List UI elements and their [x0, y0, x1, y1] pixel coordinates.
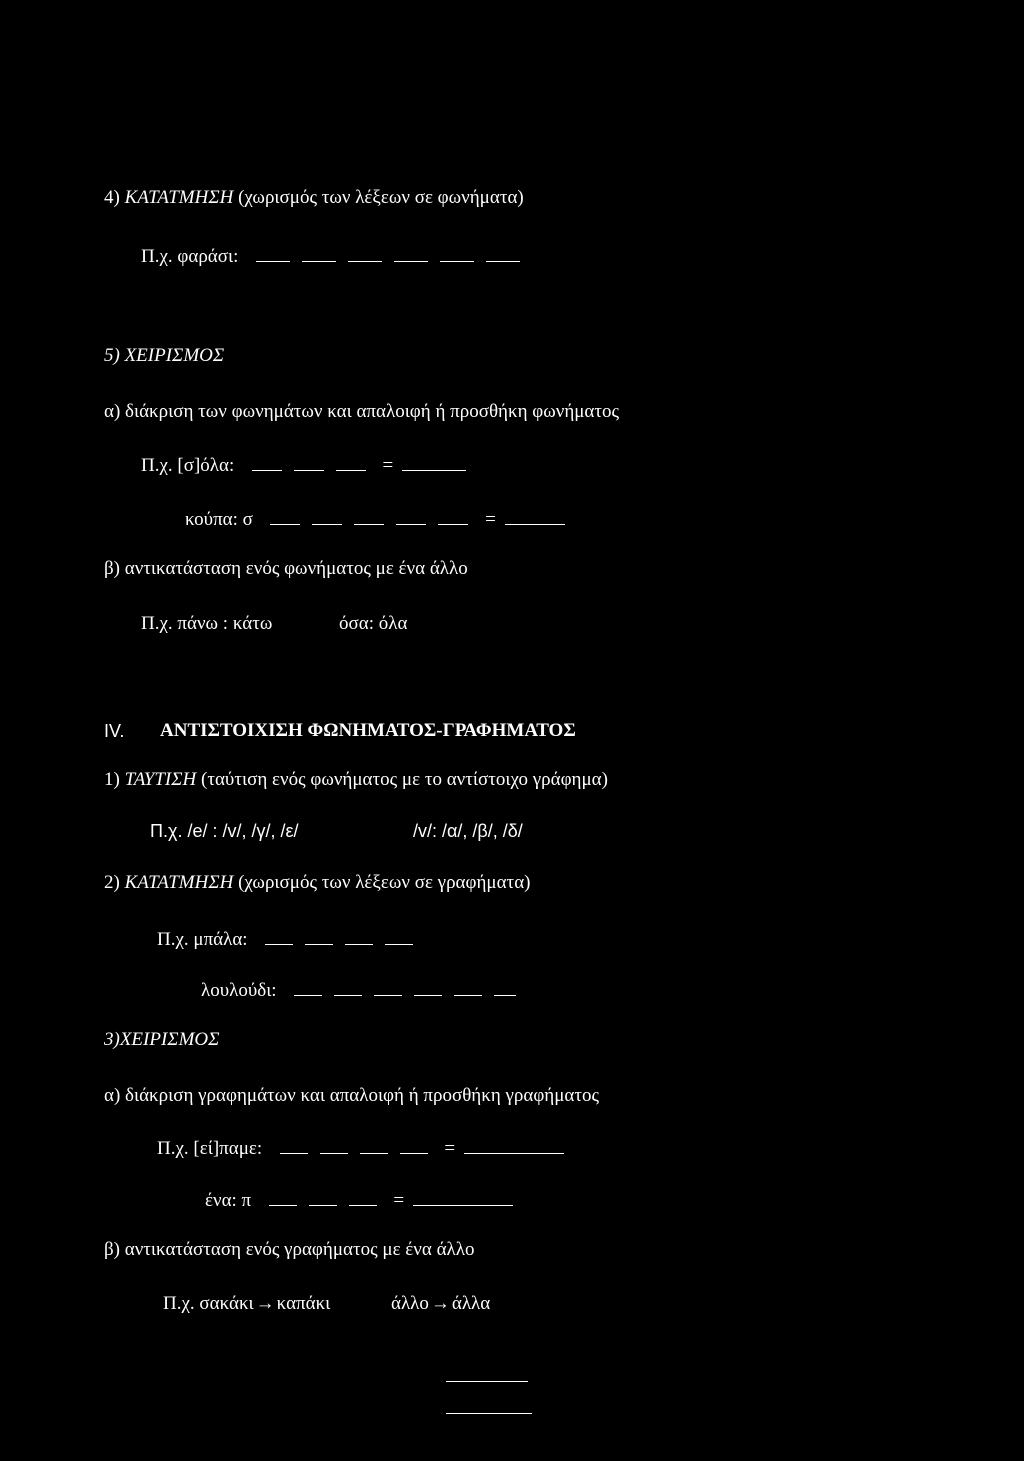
footer-rule: [446, 1381, 528, 1382]
sec4-example-label: Π.χ. φαράσι:: [141, 246, 239, 267]
equals-sign: =: [382, 455, 394, 476]
s3-a-example-2-label: ένα: π: [205, 1190, 252, 1211]
sec5-a-example-2: [185, 509, 577, 531]
blank-line: [294, 456, 324, 471]
blank-line: [256, 247, 290, 262]
sec5-b-example-1: Π.χ. πάνω : κάτω: [141, 613, 273, 634]
blank-line: [486, 247, 520, 262]
s2-description: (χωρισμός των λέξεων σε γραφήματα): [238, 872, 531, 893]
blank-line: [349, 1191, 377, 1206]
blank-line: [354, 510, 384, 525]
s3-a-example-1: [157, 1138, 576, 1160]
sec-iv-title: ΑΝΤΙΣΤΟΙΧΙΣΗ ΦΩΝΗΜΑΤΟΣ-ΓΡΑΦΗΜΑΤΟΣ: [160, 720, 576, 741]
s3-b-example-2-left: άλλο: [391, 1293, 429, 1314]
s3-a-text: α) διάκριση γραφημάτων και απαλοιφή ή προσθήκη γραφήματος: [104, 1085, 600, 1106]
s3-b-example-1-left: Π.χ. σακάκι: [163, 1293, 254, 1314]
sec4-example: [141, 246, 532, 268]
s2-number: 2): [104, 872, 120, 893]
blank-line: [440, 247, 474, 262]
blank-line: [385, 930, 413, 945]
blank-line: [400, 1139, 428, 1154]
s1-example-2: /v/: /α/, /β/, /δ/: [413, 821, 523, 841]
s3-heading: 3)ΧΕΙΡΙΣΜΟΣ: [104, 1029, 220, 1050]
sec4-description: (χωρισμός των λέξεων σε φωνήματα): [238, 187, 524, 208]
answer-blank: [464, 1139, 564, 1154]
blank-line: [320, 1139, 348, 1154]
sec4-heading: [104, 187, 524, 209]
s1-description: (ταύτιση ενός φωνήματος με το αντίστοιχο γράφημα): [201, 769, 608, 790]
equals-sign: =: [485, 509, 496, 530]
blank-line: [309, 1191, 337, 1206]
sec-iv-number: IV.: [104, 721, 125, 741]
blank-line: [454, 981, 482, 996]
s2-example-1: [157, 929, 425, 951]
sec4-title: ΚΑΤΑΤΜΗΣΗ: [124, 187, 234, 208]
blank-line: [302, 247, 336, 262]
s3-b-example-1: [163, 1293, 330, 1315]
blank-line: [252, 456, 282, 471]
answer-blank: [505, 510, 565, 525]
blank-line: [269, 1191, 297, 1206]
sec5-heading: 5) ΧΕΙΡΙΣΜΟΣ: [104, 345, 225, 366]
s1-number: 1): [104, 769, 120, 790]
equals-sign: =: [444, 1138, 456, 1159]
blank-line: [294, 981, 322, 996]
s2-example-2-label: λουλούδι:: [201, 980, 277, 1001]
blank-line: [494, 981, 516, 996]
answer-blank: [402, 456, 466, 471]
s3-a-example-2: [205, 1190, 525, 1212]
sec5-b-example-2: όσα: όλα: [339, 613, 408, 634]
s3-a-example-1-label: Π.χ. [εί]παμε:: [157, 1138, 263, 1159]
s2-example-2: [201, 980, 528, 1002]
blank-line: [305, 930, 333, 945]
sec5-a-text: α) διάκριση των φωνημάτων και απαλοιφή ή προσθήκη φωνήματος: [104, 401, 620, 422]
equals-sign: =: [393, 1190, 405, 1211]
s2-heading: [104, 872, 530, 894]
sec5-a-example-2-label: κούπα: σ: [185, 509, 253, 530]
blank-line: [438, 510, 468, 525]
s2-title: ΚΑΤΑΤΜΗΣΗ: [124, 872, 234, 893]
blank-line: [360, 1139, 388, 1154]
answer-blank: [413, 1191, 513, 1206]
blank-line: [270, 510, 300, 525]
blank-line: [348, 247, 382, 262]
sec5-a-example-1-label: Π.χ. [σ]όλα:: [141, 455, 235, 476]
s1-heading: [104, 769, 608, 791]
sec4-number: 4): [104, 187, 120, 208]
s1-example-1: Π.χ. /e/ : /v/, /γ/, /ε/: [150, 821, 299, 841]
s1-title: ΤΑΥΤΙΣΗ: [124, 769, 197, 790]
blank-line: [334, 981, 362, 996]
s3-b-example-2: [391, 1293, 490, 1315]
right-arrow-icon: →: [430, 1293, 450, 1314]
blank-line: [336, 456, 366, 471]
footer-rule: [446, 1413, 532, 1414]
right-arrow-icon: →: [255, 1293, 275, 1314]
s3-b-text: β) αντικατάσταση ενός γραφήματος με ένα άλλο: [104, 1239, 475, 1260]
blank-line: [374, 981, 402, 996]
s3-b-example-1-right: καπάκι: [276, 1293, 331, 1314]
blank-line: [265, 930, 293, 945]
blank-line: [396, 510, 426, 525]
blank-line: [414, 981, 442, 996]
blank-line: [345, 930, 373, 945]
s3-b-example-2-right: άλλα: [451, 1293, 491, 1314]
s2-example-1-label: Π.χ. μπάλα:: [157, 929, 248, 950]
blank-line: [312, 510, 342, 525]
blank-line: [280, 1139, 308, 1154]
sec5-b-text: β) αντικατάσταση ενός φωνήματος με ένα άλλο: [104, 558, 468, 579]
sec5-a-example-1: [141, 455, 478, 477]
blank-line: [394, 247, 428, 262]
